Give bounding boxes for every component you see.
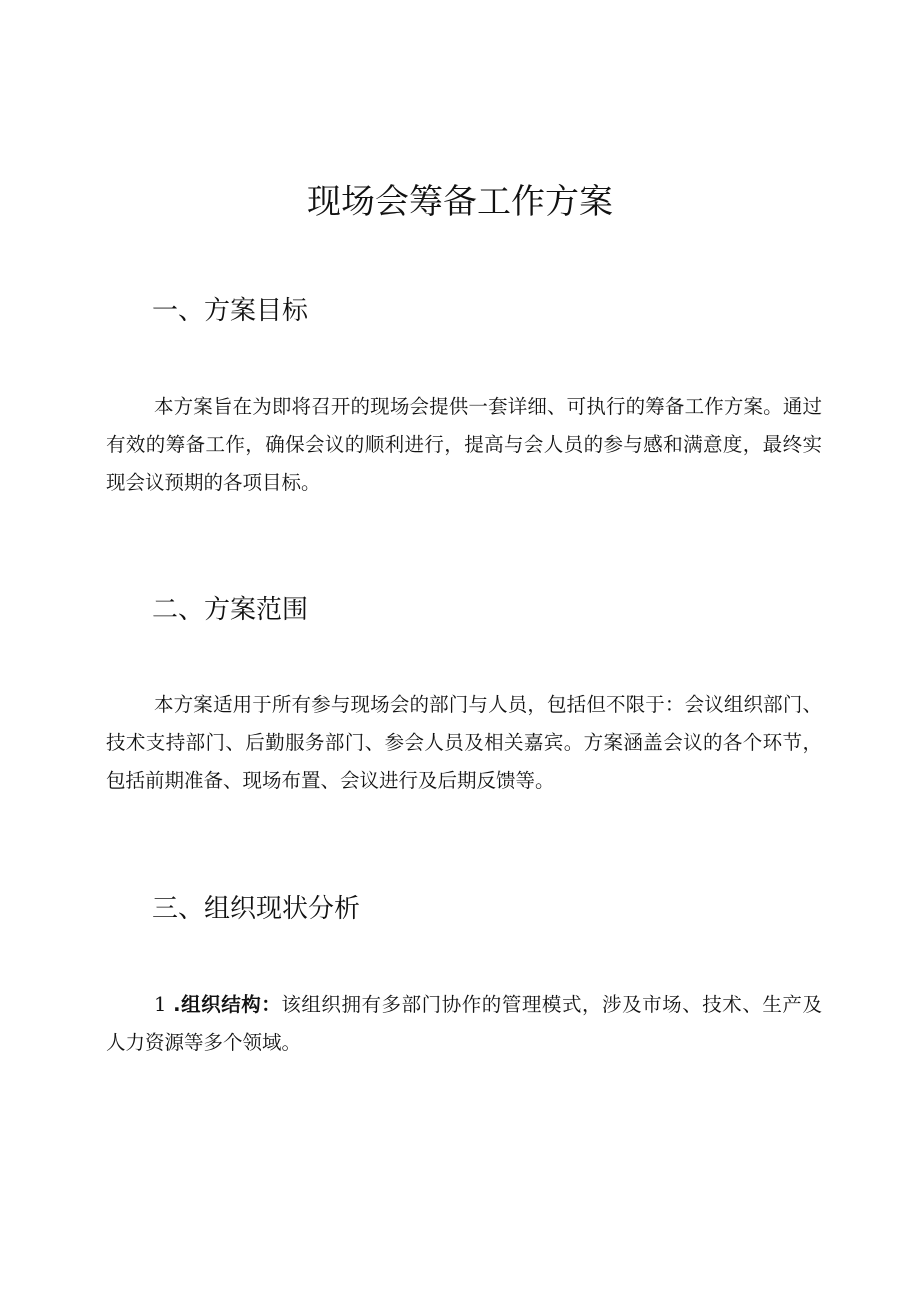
section-heading-goals: 一、方案目标 [152,296,309,326]
section-paragraph-scope: 本方案适用于所有参与现场会的部门与人员，包括但不限于：会议组织部门、技术支持部门、后勤服务部门、参会人员及相关嘉宾。方案涵盖会议的各个环节，包括前期准备、现场布置、会议进行及后期反馈等。 [106,693,822,792]
section-heading-scope: 二、方案范围 [152,595,309,625]
list-item-label: .组织结构： [173,993,282,1016]
section-heading-analysis: 三、组织现状分析 [152,894,361,924]
section-paragraph-goals: 本方案旨在为即将召开的现场会提供一套详细、可执行的筹备工作方案。通过有效的筹备工作，确保会议的顺利进行，提高与会人员的参与感和满意度，最终实现会议预期的各项目标。 [106,395,822,494]
section-paragraph-analysis [106,986,822,1062]
list-item-text: 该组织拥有多部门协作的管理模式，涉及市场、技术、生产及人力资源等多个领域。 [106,993,822,1054]
list-item-number: 1 [154,993,167,1016]
document-title: 现场会筹备工作方案 [307,182,613,222]
